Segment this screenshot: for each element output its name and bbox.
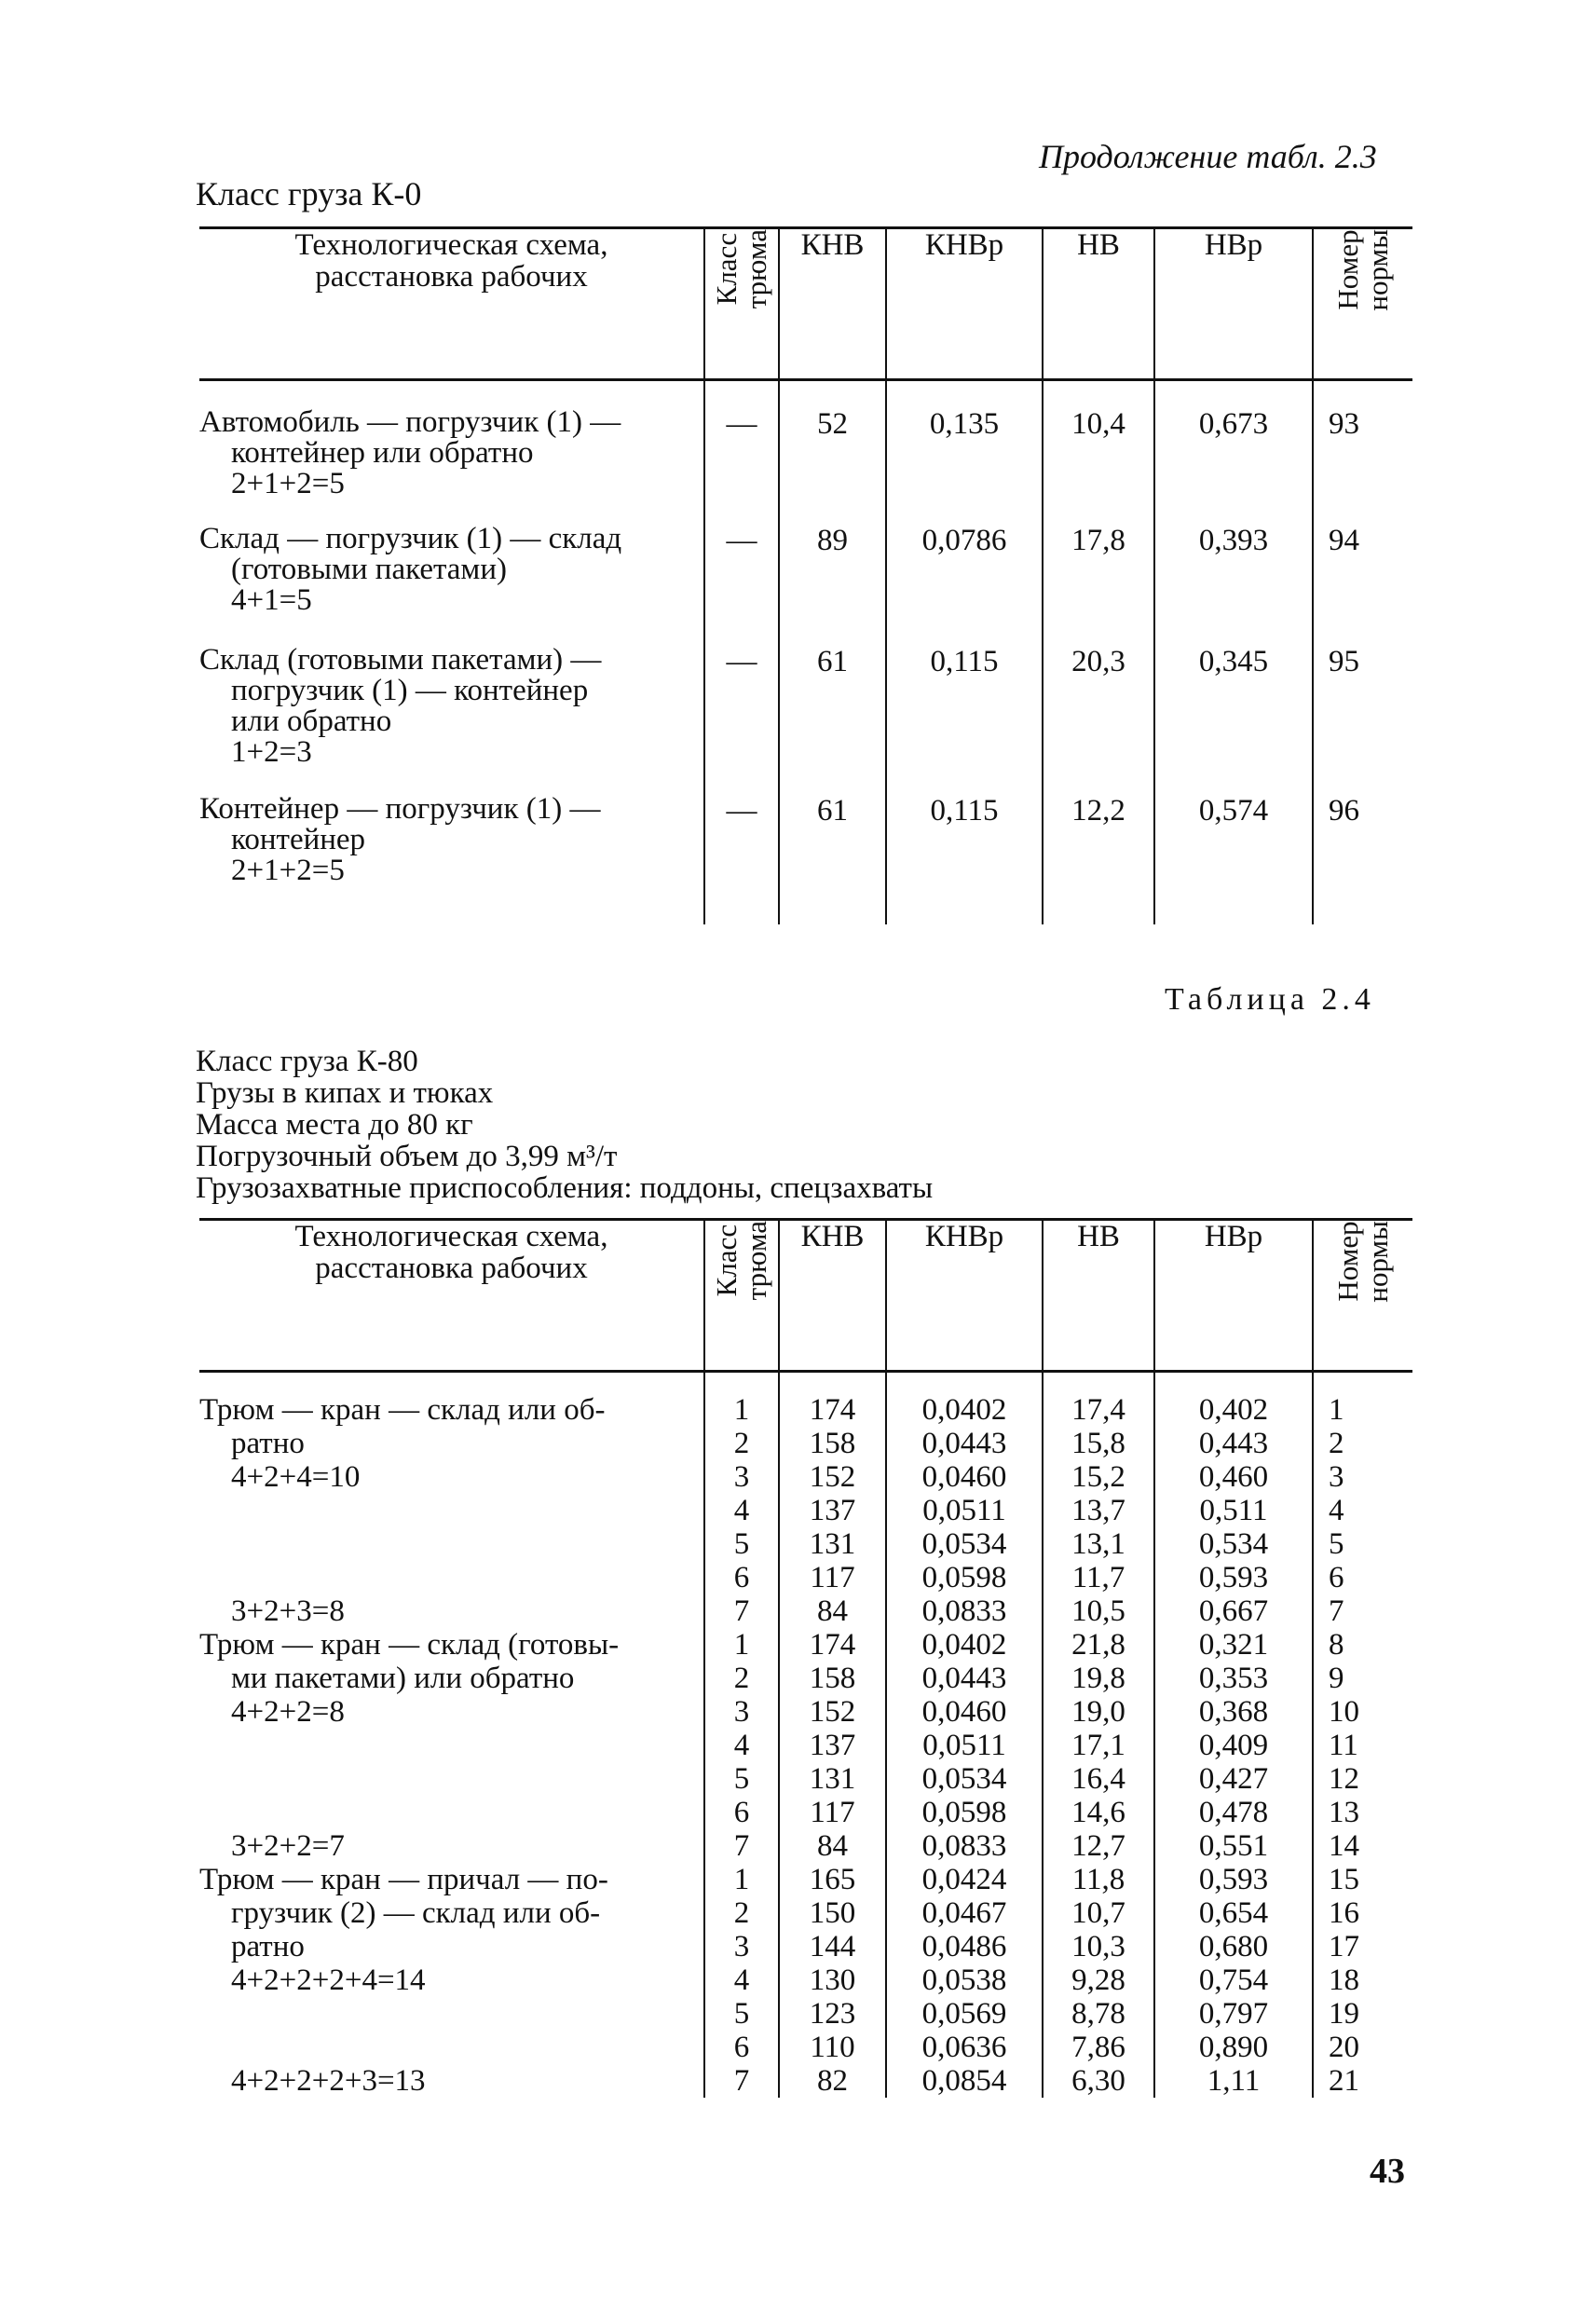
stowage-volume: Погрузочный объем до 3,99 м³/т	[196, 1140, 618, 1173]
value-nv: 14,6	[1071, 1796, 1125, 1829]
value-knv: 117	[810, 1796, 855, 1829]
value-knv-r: 0,0511	[922, 1729, 1006, 1762]
value-nv: 19,0	[1071, 1695, 1125, 1729]
table-continuation-caption: Продолжение табл. 2.3	[1039, 138, 1377, 175]
value-knv-r: 0,0460	[921, 1695, 1007, 1729]
scheme-cell	[199, 1372, 704, 1629]
value-norm: 19	[1329, 1997, 1359, 2031]
value-norm: 2	[1329, 1427, 1344, 1460]
value-nv-r: 0,368	[1198, 1695, 1269, 1729]
scheme-line: 4+2+4=10	[231, 1460, 361, 1494]
value-norm: 17	[1329, 1930, 1359, 1963]
value-nv-r: 0,797	[1198, 1997, 1269, 2031]
value-knv-r: 0,0534	[921, 1527, 1007, 1561]
cell-knv-r: 0,115	[886, 645, 1043, 794]
cell-knv-r: 0,0786	[886, 524, 1043, 645]
cells-norm	[1313, 1863, 1412, 2098]
cell-knv: 89	[779, 524, 886, 645]
value-nv: 13,7	[1071, 1494, 1125, 1527]
value-norm: 12	[1329, 1762, 1359, 1796]
scheme-line: 4+2+2=8	[231, 1695, 345, 1729]
value-knv: 117	[810, 1561, 855, 1594]
scheme-cell	[199, 380, 704, 525]
value-knv-r: 0,0402	[921, 1628, 1007, 1662]
scheme-line: погрузчик (1) — контейнер	[231, 674, 589, 707]
value-nv: 21,8	[1071, 1628, 1125, 1662]
value-knv: 137	[809, 1729, 856, 1762]
table-row-group	[199, 1863, 1412, 2098]
col-header-nv: НВ	[1043, 228, 1154, 380]
value-knv-r: 0,0467	[921, 1896, 1007, 1930]
value-norm: 21	[1329, 2064, 1359, 2098]
value-hold: 1	[733, 1628, 750, 1662]
scheme-line-alt-crew: 3+2+2=7	[231, 1829, 345, 1863]
cells-nv-r	[1154, 1372, 1313, 1629]
cell-norm: 95	[1313, 645, 1412, 794]
value-knv-r: 0,0854	[921, 2064, 1007, 2098]
cell-knv-r: 0,115	[886, 794, 1043, 924]
value-knv: 174	[809, 1393, 856, 1427]
value-nv: 15,2	[1071, 1460, 1125, 1494]
value-knv: 130	[809, 1963, 856, 1997]
value-hold: 4	[733, 1963, 750, 1997]
value-nv: 12,7	[1071, 1829, 1125, 1863]
value-knv-r: 0,0534	[921, 1762, 1007, 1796]
value-nv: 9,28	[1071, 1963, 1125, 1997]
value-nv-r: 0,593	[1198, 1561, 1269, 1594]
value-knv-r: 0,0486	[921, 1930, 1007, 1963]
piece-mass: Масса места до 80 кг	[196, 1108, 473, 1142]
value-nv-r: 0,511	[1199, 1494, 1268, 1527]
value-norm: 3	[1329, 1460, 1344, 1494]
value-nv-r: 0,321	[1198, 1628, 1269, 1662]
value-knv: 123	[809, 1997, 856, 2031]
scheme-line: Трюм — кран — склад или об-	[199, 1393, 606, 1427]
cell-knv: 52	[779, 380, 886, 525]
value-knv: 174	[809, 1628, 856, 1662]
value-hold: 3	[733, 1460, 750, 1494]
value-norm: 14	[1329, 1829, 1359, 1863]
cell-nv-r: 0,673	[1154, 380, 1313, 525]
value-nv: 6,30	[1071, 2064, 1125, 2098]
handling-gear: Грузозахватные приспособления: поддоны, спецзахваты	[196, 1171, 934, 1205]
value-nv-r: 0,353	[1198, 1662, 1269, 1695]
value-norm: 1	[1329, 1393, 1344, 1427]
value-knv-r: 0,0833	[921, 1594, 1007, 1628]
scheme-line: Трюм — кран — причал — по-	[199, 1863, 608, 1896]
scheme-line-alt-crew: 4+2+2+2+3=13	[231, 2064, 426, 2098]
value-hold: 6	[733, 1561, 750, 1594]
value-norm: 8	[1329, 1628, 1344, 1662]
value-knv: 84	[817, 1594, 848, 1628]
cell-nv: 20,3	[1043, 645, 1154, 794]
value-knv-r: 0,0424	[921, 1863, 1007, 1896]
cell-norm: 96	[1313, 794, 1412, 924]
value-nv: 8,78	[1071, 1997, 1125, 2031]
value-nv-r: 1,11	[1207, 2064, 1261, 2098]
value-nv: 17,1	[1071, 1729, 1125, 1762]
cell-nv: 10,4	[1043, 380, 1154, 525]
cell-norm: 94	[1313, 524, 1412, 645]
value-norm: 20	[1329, 2031, 1359, 2064]
value-nv-r: 0,754	[1198, 1963, 1269, 1997]
value-knv-r: 0,0443	[921, 1427, 1007, 1460]
cells-hold	[704, 1372, 779, 1629]
cells-nv-r	[1154, 1628, 1313, 1863]
value-nv-r: 0,443	[1198, 1427, 1269, 1460]
cells-knv	[779, 1628, 886, 1863]
scheme-line: контейнер или обратно	[231, 436, 534, 470]
value-nv-r: 0,402	[1198, 1393, 1269, 1427]
value-norm: 11	[1329, 1729, 1358, 1762]
value-knv-r: 0,0598	[921, 1561, 1007, 1594]
col-header-hold-class: Класс трюма	[704, 1220, 779, 1372]
cells-nv	[1043, 1863, 1154, 2098]
value-nv-r: 0,409	[1198, 1729, 1269, 1762]
cell-nv-r: 0,345	[1154, 645, 1313, 794]
cells-knv-r	[886, 1863, 1043, 2098]
cargo-class-k80: Класс груза К-80	[196, 1045, 418, 1078]
cell-norm: 93	[1313, 380, 1412, 525]
value-knv: 158	[809, 1662, 856, 1695]
cell-knv: 61	[779, 645, 886, 794]
col-header-nv-r: НВр	[1154, 228, 1313, 380]
value-knv: 152	[809, 1460, 856, 1494]
value-nv: 11,7	[1071, 1561, 1125, 1594]
value-nv: 10,5	[1071, 1594, 1125, 1628]
value-nv-r: 0,534	[1198, 1527, 1269, 1561]
col-header-scheme: Технологическая схема, расстановка рабочих	[199, 1220, 704, 1372]
value-hold: 3	[733, 1930, 750, 1963]
table-header-row	[199, 1220, 1412, 1372]
value-knv-r: 0,0598	[921, 1796, 1007, 1829]
scheme-cell	[199, 645, 704, 794]
cell-hold: —	[704, 794, 779, 924]
scheme-line: ми пакетами) или обратно	[231, 1662, 575, 1695]
col-header-knv: КНВ	[779, 1220, 886, 1372]
value-nv: 7,86	[1071, 2031, 1125, 2064]
value-hold: 3	[733, 1695, 750, 1729]
value-nv-r: 0,593	[1198, 1863, 1269, 1896]
scheme-line: Склад (готовыми пакетами) —	[199, 643, 602, 677]
value-knv-r: 0,0833	[921, 1829, 1007, 1863]
scheme-line: 4+2+2+2+4=14	[231, 1963, 426, 1997]
value-knv-r: 0,0402	[921, 1393, 1007, 1427]
cell-knv: 61	[779, 794, 886, 924]
value-nv-r: 0,680	[1198, 1930, 1269, 1963]
scheme-cell	[199, 524, 704, 645]
value-nv: 10,7	[1071, 1896, 1125, 1930]
cell-hold: —	[704, 524, 779, 645]
scheme-line: (готовыми пакетами)	[231, 553, 507, 586]
value-knv: 158	[809, 1427, 856, 1460]
scheme-cell	[199, 794, 704, 924]
value-knv: 110	[810, 2031, 855, 2064]
value-hold: 2	[733, 1662, 750, 1695]
scheme-line: Автомобиль — погрузчик (1) —	[199, 405, 621, 439]
col-header-norm-number: Номер нормы	[1313, 228, 1412, 380]
cells-hold	[704, 1863, 779, 2098]
cargo-class-k0: Класс груза К-0	[196, 175, 422, 212]
cells-nv	[1043, 1372, 1154, 1629]
value-knv-r: 0,0443	[921, 1662, 1007, 1695]
value-nv: 19,8	[1071, 1662, 1125, 1695]
value-nv: 15,8	[1071, 1427, 1125, 1460]
value-nv-r: 0,460	[1198, 1460, 1269, 1494]
value-nv-r: 0,551	[1198, 1829, 1269, 1863]
value-knv-r: 0,0538	[921, 1963, 1007, 1997]
value-nv: 13,1	[1071, 1527, 1125, 1561]
cargo-type: Грузы в кипах и тюках	[196, 1076, 494, 1110]
value-hold: 4	[733, 1494, 750, 1527]
value-nv-r: 0,667	[1198, 1594, 1269, 1628]
value-knv: 150	[809, 1896, 856, 1930]
cells-nv	[1043, 1628, 1154, 1863]
cell-knv-r: 0,135	[886, 380, 1043, 525]
norms-table-k80	[199, 1218, 1412, 2098]
scheme-line: или обратно	[231, 705, 392, 738]
value-norm: 15	[1329, 1863, 1359, 1896]
cells-knv-r	[886, 1628, 1043, 1863]
value-norm: 7	[1329, 1594, 1344, 1628]
value-knv-r: 0,0460	[921, 1460, 1007, 1494]
scheme-line: Склад — погрузчик (1) — склад	[199, 522, 622, 555]
cells-knv	[779, 1372, 886, 1629]
value-nv-r: 0,654	[1198, 1896, 1269, 1930]
value-hold: 7	[733, 1829, 750, 1863]
scheme-line: 2+1+2=5	[231, 854, 345, 887]
col-header-norm-number: Номер нормы	[1313, 1220, 1412, 1372]
value-nv-r: 0,427	[1198, 1762, 1269, 1796]
value-norm: 18	[1329, 1963, 1359, 1997]
value-hold: 5	[733, 1762, 750, 1796]
cells-norm	[1313, 1372, 1412, 1629]
value-knv-r: 0,0511	[922, 1494, 1006, 1527]
value-knv-r: 0,0636	[921, 2031, 1007, 2064]
cells-norm	[1313, 1628, 1412, 1863]
value-knv: 131	[809, 1762, 856, 1796]
value-hold: 7	[733, 2064, 750, 2098]
scheme-line: Трюм — кран — склад (готовы-	[199, 1628, 620, 1662]
value-knv: 82	[817, 2064, 848, 2098]
table-row-group	[199, 1628, 1412, 1863]
scheme-line: Контейнер — погрузчик (1) —	[199, 792, 601, 826]
value-hold: 1	[733, 1863, 750, 1896]
table-header-row	[199, 228, 1412, 380]
cell-nv: 12,2	[1043, 794, 1154, 924]
cell-nv-r: 0,574	[1154, 794, 1313, 924]
col-header-knv: КНВ	[779, 228, 886, 380]
col-header-nv: НВ	[1043, 1220, 1154, 1372]
value-knv: 84	[817, 1829, 848, 1863]
value-norm: 5	[1329, 1527, 1344, 1561]
value-norm: 9	[1329, 1662, 1344, 1695]
value-nv-r: 0,890	[1198, 2031, 1269, 2064]
cells-hold	[704, 1628, 779, 1863]
table-row	[199, 380, 1412, 525]
page-number: 43	[1370, 2152, 1405, 2191]
value-hold: 1	[733, 1393, 750, 1427]
col-header-hold-class: Класс трюма	[704, 228, 779, 380]
cargo-info-block	[196, 1046, 933, 1204]
value-hold: 6	[733, 2031, 750, 2064]
table-row	[199, 645, 1412, 794]
col-header-scheme: Технологическая схема, расстановка рабочих	[199, 228, 704, 380]
scheme-line: ратно	[231, 1930, 305, 1963]
value-norm: 6	[1329, 1561, 1344, 1594]
value-hold: 5	[733, 1527, 750, 1561]
cell-nv-r: 0,393	[1154, 524, 1313, 645]
scheme-line: 4+1=5	[231, 583, 312, 617]
scheme-cell	[199, 1628, 704, 1863]
scheme-line: 1+2=3	[231, 735, 312, 769]
value-knv: 131	[809, 1527, 856, 1561]
cells-knv	[779, 1863, 886, 2098]
table-row	[199, 794, 1412, 924]
table-row	[199, 524, 1412, 645]
scheme-line-alt-crew: 3+2+3=8	[231, 1594, 345, 1628]
scheme-line: 2+1+2=5	[231, 467, 345, 500]
value-norm: 4	[1329, 1494, 1344, 1527]
value-hold: 5	[733, 1997, 750, 2031]
value-norm: 13	[1329, 1796, 1359, 1829]
value-knv: 144	[809, 1930, 856, 1963]
scheme-line: грузчик (2) — склад или об-	[231, 1896, 601, 1930]
value-nv: 16,4	[1071, 1762, 1125, 1796]
value-nv-r: 0,478	[1198, 1796, 1269, 1829]
value-knv-r: 0,0569	[921, 1997, 1007, 2031]
value-knv: 165	[809, 1863, 856, 1896]
scheme-line: ратно	[231, 1427, 305, 1460]
value-nv: 17,4	[1071, 1393, 1125, 1427]
cell-hold: —	[704, 645, 779, 794]
col-header-nv-r: НВр	[1154, 1220, 1313, 1372]
value-hold: 4	[733, 1729, 750, 1762]
table-row-group	[199, 1372, 1412, 1629]
value-hold: 2	[733, 1896, 750, 1930]
col-header-knv-r: КНВр	[886, 228, 1043, 380]
value-knv: 137	[809, 1494, 856, 1527]
value-hold: 7	[733, 1594, 750, 1628]
norms-table-k0	[199, 226, 1412, 924]
cell-hold: —	[704, 380, 779, 525]
value-hold: 6	[733, 1796, 750, 1829]
table-label: Таблица 2.4	[1165, 982, 1375, 1017]
scheme-line: контейнер	[231, 823, 366, 856]
value-knv: 152	[809, 1695, 856, 1729]
cell-nv: 17,8	[1043, 524, 1154, 645]
value-norm: 10	[1329, 1695, 1359, 1729]
col-header-knv-r: КНВр	[886, 1220, 1043, 1372]
cells-nv-r	[1154, 1863, 1313, 2098]
value-nv: 10,3	[1071, 1930, 1125, 1963]
value-hold: 2	[733, 1427, 750, 1460]
value-nv: 11,8	[1071, 1863, 1125, 1896]
cells-knv-r	[886, 1372, 1043, 1629]
scheme-cell	[199, 1863, 704, 2098]
value-norm: 16	[1329, 1896, 1359, 1930]
